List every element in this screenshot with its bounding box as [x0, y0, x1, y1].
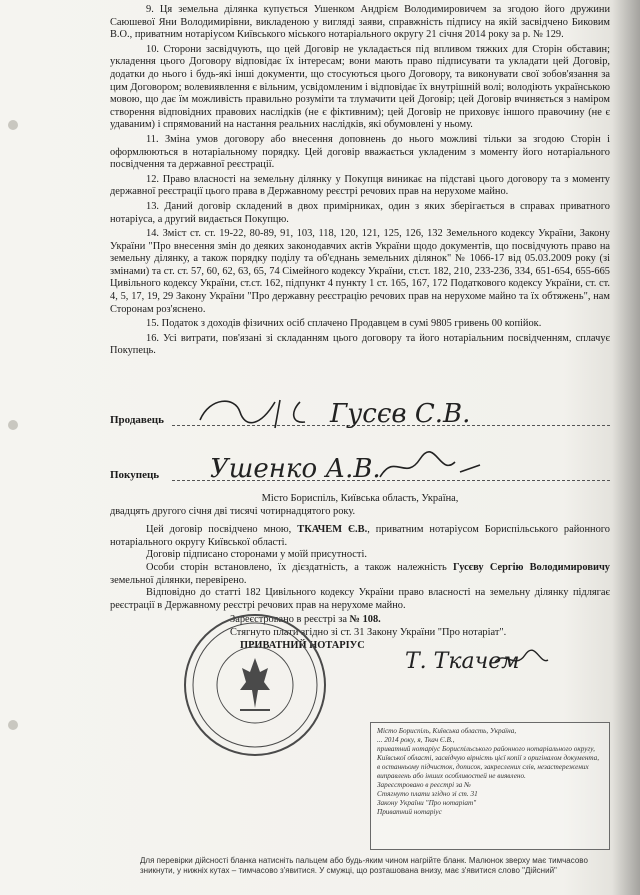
blank-verification-note: Для перевірки дійсності бланка натисніть пальцем або будь-яким чином нагрійте бланк. Малюнок зверху має тимчасово зникнути, у нижніх кутах – тимчасово з'явитися. У смужці, що розташована внизу, має з'явитися слово "Дійсний"	[140, 856, 588, 875]
signed-in-presence: Договір підписано сторонами у моїй присутності.	[146, 549, 367, 561]
notary-seal	[180, 610, 330, 760]
clause-13: 13. Даний договір складений в двох примірниках, один з яких зберігається в справах приватного нотаріуса, а другий видається Покупцю.	[110, 200, 610, 225]
clause-12: 12. Право власності на земельну ділянку у Покупця виникає на підставі цього договору та з моменту державної реєстрації цього права в Державному реєстрі речових прав на нерухоме майно.	[110, 173, 610, 198]
contract-clauses	[110, 4, 610, 358]
buyer-signature	[180, 447, 580, 487]
clause-14: 14. Зміст ст. ст. 19-22, 80-89, 91, 103, 118, 120, 121, 125, 126, 132 Земельного кодексу України, Закону України "Про внесення змін до деяких законодавчих актів України щодо документів, що посвідчують право на земельну ділянку, а також порядку поділу та об'єднань земельних ділянок" № 1066-17 від 05.03.2009 року (зі змінами) та ст. ст. 57, 60, 62, 63, 65, 74 Сімейного кодексу України, ст.ст. 182, 210, 233-236, 334, 651-654, 655-665 Цивільного кодексу України, ст.ст. 162, підпункт 4 пункту 1 ст. 165, 167, 172 Податкового кодексу України, ст. ст. 4, 5, 17, 19, 29 Закону України "Про державну реєстрацію речових прав на нерухоме майно та їх обтяжень", нам Сторонам роз'яснено.	[110, 228, 610, 315]
clause-9: 9. Ця земельна ділянка купується Ушенком Андрієм Володимировичем за згодою його дружини Саюшевої Яни Володимирівни, викладеною у вигляді заяви, справжність підпису на якій засвідчено Биковим В.О., приватним нотаріусом Київського міського нотаріального округу 21 січня 2014 року за р. № 129.	[110, 4, 610, 41]
registry-line: Зареєстровано в реєстрі за № 108.	[230, 614, 381, 626]
buyer-signature-row	[110, 447, 610, 487]
notary-signature	[400, 640, 550, 680]
clause-10: 10. Сторони засвідчують, що цей Договір не укладається під впливом тяжких для Сторін обставин; укладення цього Договору відповідає їх інтересам; вони мають право підписувати та укладати цей Договір, додатки до нього і будь-які інші документи, що стосуються цього Договору, та виконувати свої зобов'язання за цим Договором; волевиявлення є вільним, усвідомленим і відповідає їх внутрішній волі; володіють українською мовою, що дає їм можливість правильно розуміти та тлумачити цей Договір; цей Договір вчиняється з наміром створення відповідних правових наслідків (не є фіктивним); цей Договір не приховує іншого правочину (не є удаваним) і спрямований на настання реальних наслідків, які обумовлені у ньому.	[110, 43, 610, 131]
punch-hole	[8, 720, 18, 730]
place: Місто Бориспіль, Київська область, Україна,	[261, 493, 459, 504]
page-edge-shadow	[612, 0, 640, 895]
svg-text:Т. Ткачем: Т. Ткачем	[405, 649, 520, 674]
copy-certification-stamp: Місто Бориспіль, Київська область, Україна, ... 2014 року, я, Ткач Є.В., приватний нотаріус Бориспільського районного нотаріального округу, Київської області, засвідчую вірність цієї копії з оригіналом документа, в останньому підчисток, дописок, закреслених слів, незастережених виправлень або інших особливостей не виявлено. Зареєстровано в реєстрі за № Стягнуто плати згідно зі ст. 31 Закону України "Про нотаріат" Приватний нотаріус	[370, 722, 610, 850]
clause-15: 15. Податок з доходів фізичних осіб сплачено Продавцем в сумі 9805 гривень 00 копійок.	[146, 318, 542, 330]
notary-title: ПРИВАТНИЙ НОТАРІУС	[240, 639, 365, 651]
clause-11: 11. Зміна умов договору або внесення доповнень до нього можливі тільки за згодою Сторін і оформлюються в нотаріальному порядку. Цей договір вважається укладеним з моменту його нотаріального посвідчення та державної реєстрації.	[110, 133, 610, 171]
seller-handwritten-name: Гусєв С.В.	[330, 399, 471, 429]
seller-label: Продавець	[110, 414, 164, 426]
buyer-handwritten-name: Ушенко А.В.	[210, 454, 381, 484]
fee-line: Стягнуто плати згідно зі ст. 31 Закону України "Про нотаріат".	[230, 626, 507, 638]
notary-name: ТКАЧЕМ Є.В.	[297, 524, 368, 536]
seller-signature	[180, 392, 580, 432]
punch-hole	[8, 120, 18, 130]
buyer-label: Покупець	[110, 469, 160, 481]
date: двадцять другого січня дві тисячі чотирнадцятого року.	[110, 505, 356, 517]
registration-requirement: Відповідно до статті 182 Цивільного кодексу України право власності на земельну ділянку підлягає реєстрації в Державному реєстрі речових прав на нерухоме майно.	[110, 587, 610, 611]
seller-signature-row	[110, 392, 610, 432]
identity-check-paragraph: Особи сторін встановлено, їх дієздатність, а також належність Гусєву Сергію Володимировичу земельної ділянки, перевірено.	[110, 561, 611, 586]
certification-paragraph: Цей договір посвідчено мною, ТКАЧЕМ Є.В., приватним нотаріусом Бориспільського районного нотаріального округу Київської області.	[110, 524, 610, 548]
punch-hole	[8, 420, 18, 430]
clause-16: 16. Усі витрати, пов'язані зі складанням цього договору та його нотаріальним посвідченням, сплачує Покупець.	[110, 332, 610, 357]
